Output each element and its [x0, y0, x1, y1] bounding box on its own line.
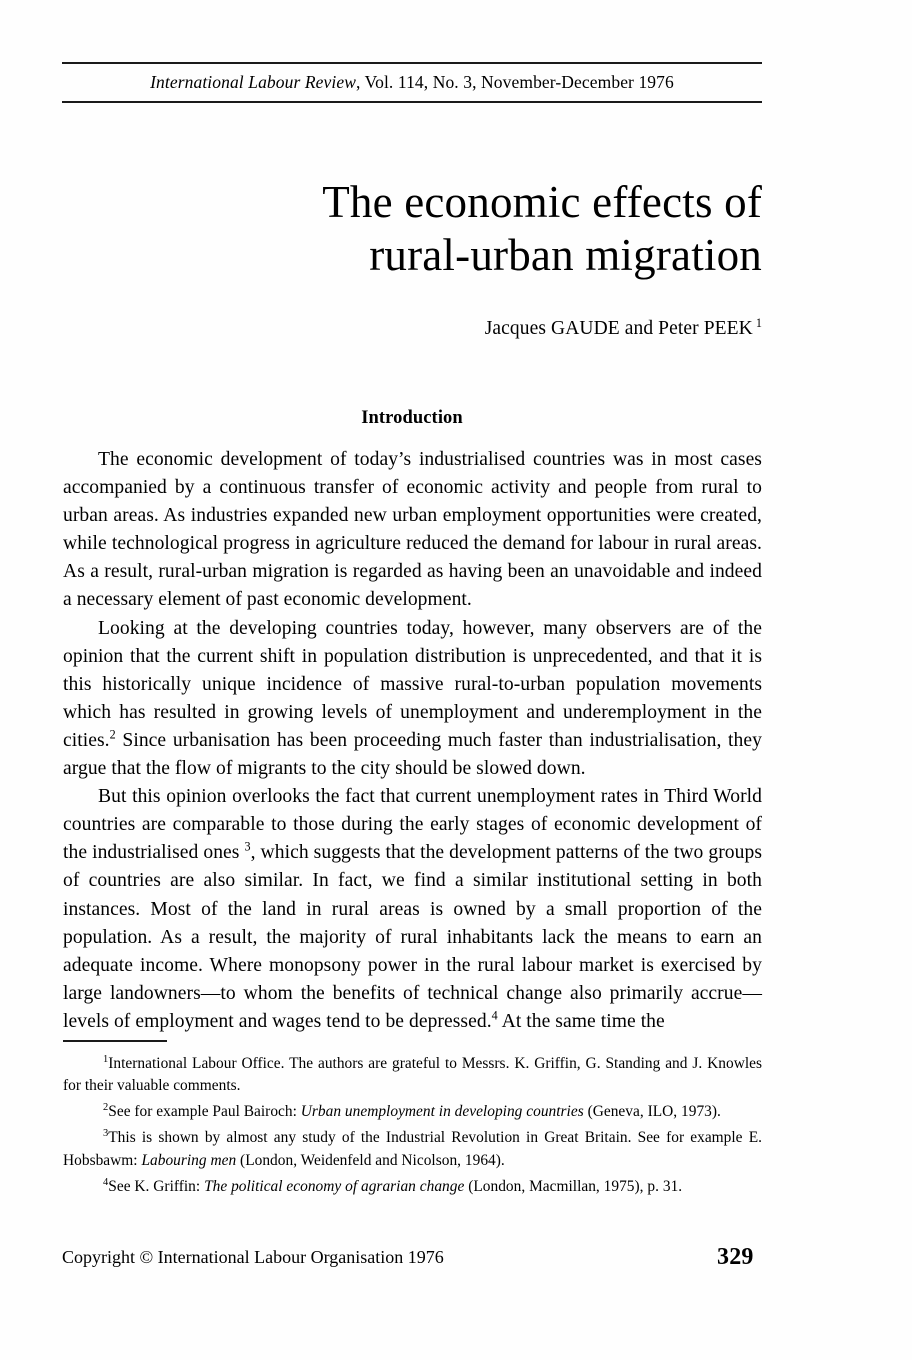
footnote-3-marker: 3	[103, 1128, 109, 1140]
footnote-4-marker: 4	[103, 1176, 109, 1188]
paragraph-3	[63, 783, 762, 1036]
footnote-2-lead: See for example Paul Bairoch:	[108, 1103, 301, 1121]
footnote-3-tail: (London, Weidenfeld and Nicolson, 1964).	[236, 1151, 505, 1169]
paragraph-2-part-a: Looking at the developing countries today, however, many observers are of the opinion that the current shift in population distribution is unprecedented, and that it is this historically unique incidence of massive rural-to-urban population movements which has resulted in growing levels of unemployment and underemployment in the cities.	[63, 617, 762, 751]
paragraph-2	[63, 615, 762, 784]
footnote-2-tail: (Geneva, ILO, 1973).	[583, 1103, 721, 1121]
footnote-3-lead: This is shown by almost any study of the Industrial Revolution in Great Britain. See for example E. Hobsbawm:	[63, 1129, 762, 1169]
footnote-4	[63, 1176, 762, 1198]
author-names: Jacques GAUDE and Peter PEEK	[484, 318, 753, 339]
paragraph-3-part-c: At the same time the	[497, 1010, 665, 1032]
section-heading-introduction: Introduction	[361, 408, 463, 428]
page-number: 329	[717, 1244, 754, 1270]
byline-footnote-marker: 1	[755, 315, 762, 330]
footnote-2-marker: 2	[103, 1102, 109, 1114]
footnote-3	[63, 1127, 762, 1172]
footnote-4-lead: See K. Griffin:	[108, 1178, 205, 1196]
footnote-area	[63, 1040, 762, 1202]
paragraph-2-part-b: Since urbanisation has been proceeding much faster than industrialisation, they argue that the flow of migrants to the city should be slowed down.	[63, 729, 762, 780]
running-head	[62, 62, 762, 103]
footnote-marker-2: 2	[109, 727, 116, 742]
paragraph-1: The economic development of today’s industrialised countries was in most cases accompanied by a continuous transfer of economic activity and people from rural to urban areas. As industries expanded new urban employment opportunities were created, while technological progress in agriculture reduced the demand for labour in rural areas. As a result, rural-urban migration is regarded as having been an unavoidable and indeed a necessary element of past economic development.	[63, 449, 762, 611]
footnote-4-tail: (London, Macmillan, 1975), p. 31.	[464, 1178, 683, 1196]
page-footer	[62, 1244, 762, 1274]
running-head-text	[62, 64, 762, 101]
article-title	[62, 176, 762, 282]
footnote-1-marker: 1	[103, 1053, 109, 1065]
paragraph-3-part-b: , which suggests that the development patterns of the two groups of countries are also similar. In fact, we find a similar institutional setting in both instances. Most of the land in rural areas is owned by a small proportion of the population. As a result, the majority of rural inhabitants lack the means to earn an adequate income. Where monopsony power in the rural labour market is exercised by large landowners—to whom the benefits of technical change also primarily accrue—levels of employment and wages tend to be depressed.	[63, 842, 763, 1032]
footnote-3-title: Labouring men	[141, 1151, 237, 1169]
journal-name: International Labour Review	[150, 72, 356, 92]
title-block	[62, 176, 762, 341]
article-title-line-1: The economic effects of	[322, 177, 762, 227]
copyright-notice: Copyright © International Labour Organisation 1976	[62, 1247, 444, 1267]
footnote-1-text: International Labour Office. The authors are grateful to Messrs. K. Griffin, G. Standing and J. Knowles for their valuable comments.	[63, 1054, 762, 1094]
header-rule-bottom	[62, 101, 762, 103]
footnote-1	[63, 1053, 762, 1098]
footnote-2-title: Urban unemployment in developing countries	[300, 1103, 584, 1121]
issue-info: , Vol. 114, No. 3, November-December 1976	[355, 72, 674, 92]
byline	[62, 317, 762, 341]
footnote-4-title: The political economy of agrarian change	[204, 1178, 465, 1196]
paragraph-3-part-a: But this opinion overlooks the fact that current unemployment rates in Third World countries are comparable to those during the early stages of economic development of the industrialised ones	[63, 786, 762, 864]
body-text-column	[63, 446, 762, 1036]
footnote-2	[63, 1101, 762, 1123]
article-title-line-2: rural-urban migration	[369, 230, 762, 280]
footnote-marker-3: 3	[244, 839, 251, 854]
footnote-marker-4: 4	[491, 1008, 498, 1023]
footnote-separator-rule	[63, 1040, 167, 1042]
